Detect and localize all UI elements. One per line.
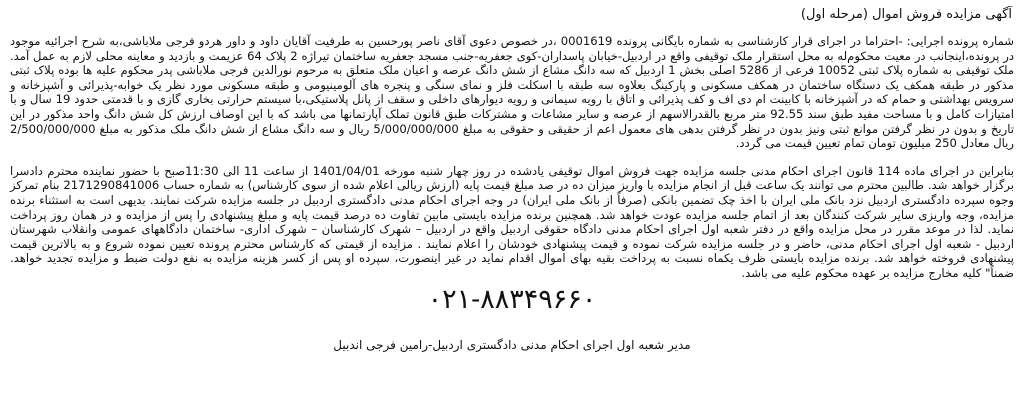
signature-line: مدیر شعبه اول اجرای احکام مدنی دادگستری اردبیل-رامین فرجی اندبیل	[333, 337, 691, 352]
phone-watermark: ۰۲۱-۸۸۳۴۹۶۶۰	[427, 283, 597, 315]
notice-paragraph-auction: بنابراین در اجرای ماده 114 قانون اجرای احکام مدنی جلسه مزایده جهت فروش اموال توقیفی یادشده در روز چهار شنبه مورخه 1401/04/01 از ساعت 11 الی 11:30صبح با حضور نماینده محترم دادسرا برگزار خواهد شد. طالبین محترم می توانند یک ساعت قبل از انجام مزایده با واریز میزان ده در صد مبلغ قیمت پایه (ارزش ریالی اعلام شده از سوی کارشناس) به شماره حساب 2171290841006 بنام تمرکز وجوه سپرده دادگستری اردبیل نزد بانک ملی ایران با اخذ چک تضمین بانکی (صرفاً از بانک ملی ایران) در وجه اجرای احکام مدنی دادگستری اردبیل در جلسه مزایده شرکت نمایند. بدیهی است به استثناء برنده مزایده، وجه واریزی سایر شرکت کنندگان بعد از اتمام جلسه مزایده عودت خواهد شد. همچنین برنده مزایده بایستی مابین تفاوت ده درصد قیمت پایه و مبلغ پیشنهادی را پس از مزایده و در همان روز پرداخت نماید. لذا در موعد مقرر در محل مزایده واقع در دفتر شعبه اول اجرای احکام مدنی دادگاه حقوقی اردبیل واقع در اردبیل – شهرک کارشناسان – شهرک اداری- ساختمان دادگاههای عمومی وانقلاب شهرستان اردبیل - شعبه اول اجرای احکام مدنی، حاضر و در جلسه مزایده شرکت نموده و قیمت پیشنهادی خودشان را اعلام نمایند . مزایده از قیمتی که کارشناس محترم پرونده تعیین نموده شروع و به بالاترین قیمت پیشنهادی فروخته خواهد شد. برنده مزایده بایستی ظرف یکماه نسبت به پرداخت بقیه بهای اموال اقدام نماید در غیر اینصورت، سپرده او پس از کسر هزینه مزایده به نفع دولت ضبط و مزایده تجدید خواهد. ضمناً" کلیه مخارج مزایده بر عهده محکوم علیه می باشد.	[10, 163, 1014, 280]
notice-paragraph-property: شماره پرونده اجرایی: -احتراما در اجرای قرار کارشناسی به شماره بایگانی پرونده 0001619 ،در خصوص دعوی آقای ناصر پورحسین به طرفیت آقایان داود و داور هردو فرجی ملاباشی،به شرح اجرائیه موجود در پرونده،اینجانب در معیت محکوم‌له به محل استقرار ملک توقیفی واقع در اردبیل-خیابان پاسداران-کوی جعفریه-جنب مسجد جعفریه ساختمان تیراژه 2 پلاک 64 عزیمت و بازدید و معاینه محلی لازم به عمل آمد. ملک توقیفی به شماره پلاک ثبتی 10052 فرعی از 5286 اصلی بخش 1 اردبیل که سه دانگ مشاع از شش دانگ عرصه و اعیان ملک متعلق به مرحوم نورالدین فرجی ملاباشی پدر محکوم علیه ها بوده پلاک ثبتی مذکور در طبقه همکف یک دستگاه ساختمان در همکف مسکونی و پارکینگ بعلاوه سه طبقه با اسکلت فلز و نمای سنگی و پنجره های آلومینیومی و طبقه مسکونی مورد نظر یک خوابه-پذیرائی و آشپزخانه و سرویس بهداشتی و حمام که در آشپزخانه با کابینت ام دی اف و کف پذیرائی و اتاق با رویه سیمانی و رویه دیوارهای داخلی و سقف از پانل پلاستیکی،با سیستم حرارتی بخاری گازی و با قدمتی حدود 19 سال و با امتیازات کامل و با مساحت مفید طبق سند 92.55 متر مربع بالقدرالاسهم از عرصه و سایر مشاعات و مشترکات طبق قانون تملک آپارتمانها می باشد که با این اوصاف ارزش کل شش دانگ واحد مذکور در این تاریخ و بدون در نظر گرفتن موانع ثبتی ونیز بدون در نظر گرفتن بدهی های معمول اعم از حقیقی و حقوقی به مبلغ 5/000/000/000 ریال و سه دانگ مشاع از شش دانگ ملک مذکور به مبلغ 2/500/000/000 ریال معادل 250 میلیون تومان تمام تعیین قیمت می گردد.	[10, 34, 1015, 151]
notice-title: آگهی مزایده فروش اموال (مرحله اول)	[800, 7, 1012, 22]
